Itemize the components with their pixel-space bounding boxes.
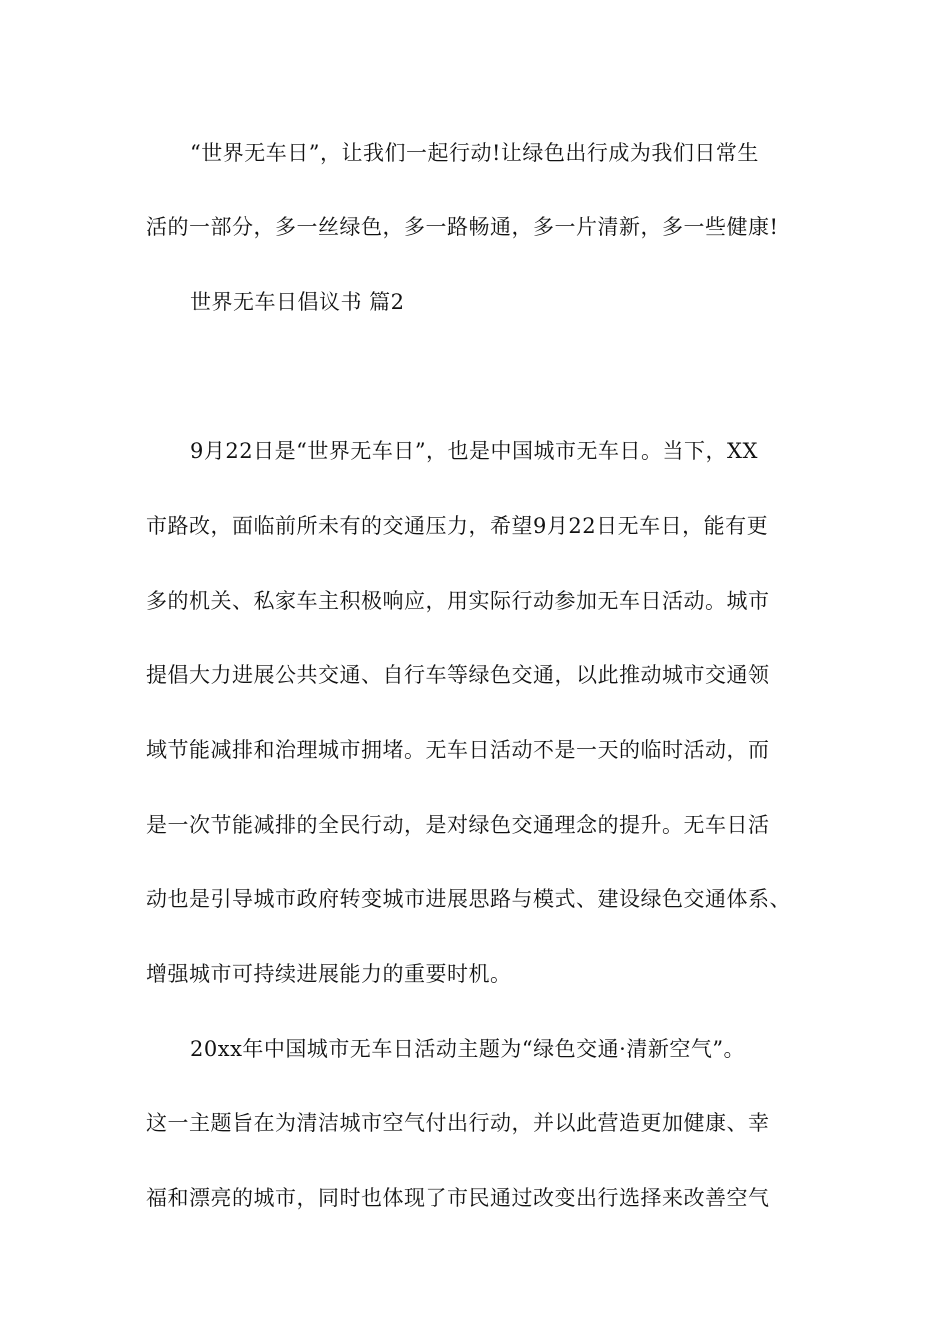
paragraph-line: 增强城市可持续进展能力的重要时机。 <box>146 962 512 986</box>
paragraph-line: 多的机关、私家车主积极响应，用实际行动参加无车日活动。城市 <box>146 589 770 613</box>
paragraph-line: 这一主题旨在为清洁城市空气付出行动，并以此营造更加健康、幸 <box>146 1111 770 1135</box>
paragraph-line: “世界无车日”，让我们一起行动!让绿色出行成为我们日常生 <box>190 141 759 165</box>
paragraph-line: 9月22日是“世界无车日”，也是中国城市无车日。当下，XX <box>190 439 758 463</box>
paragraph-line: 提倡大力进展公共交通、自行车等绿色交通，以此推动城市交通领 <box>146 663 770 687</box>
paragraph-line: 动也是引导城市政府转变城市进展思路与模式、建设绿色交通体系、 <box>146 887 791 911</box>
section-heading: 世界无车日倡议书 篇2 <box>190 290 405 314</box>
paragraph-line: 域节能减排和治理城市拥堵。无车日活动不是一天的临时活动，而 <box>146 738 770 762</box>
paragraph-line: 是一次节能减排的全民行动，是对绿色交通理念的提升。无车日活 <box>146 813 770 837</box>
paragraph-line: 20xx年中国城市无车日活动主题为“绿色交通·清新空气”。 <box>190 1037 746 1061</box>
paragraph-line: 活的一部分，多一丝绿色，多一路畅通，多一片清新，多一些健康! <box>146 215 779 239</box>
paragraph-line: 福和漂亮的城市，同时也体现了市民通过改变出行选择来改善空气 <box>146 1186 770 1210</box>
paragraph-line: 市路改，面临前所未有的交通压力，希望9月22日无车日，能有更 <box>146 514 769 538</box>
